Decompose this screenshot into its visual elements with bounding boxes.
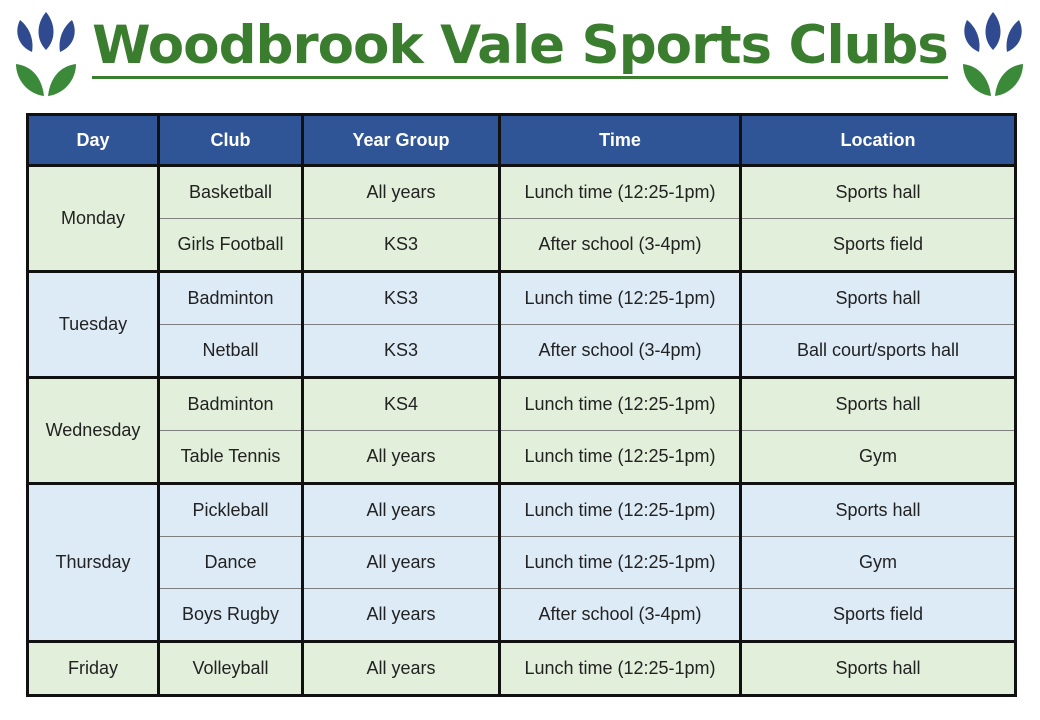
time-cell: Lunch time (12:25-1pm) bbox=[500, 272, 741, 325]
table-row bbox=[28, 219, 1016, 272]
club-cell: Girls Football bbox=[159, 219, 303, 272]
location-cell: Sports hall bbox=[741, 378, 1016, 431]
header-club: Club bbox=[159, 115, 303, 166]
location-cell: Gym bbox=[741, 537, 1016, 589]
club-cell: Table Tennis bbox=[159, 431, 303, 484]
table-row bbox=[28, 431, 1016, 484]
year-group-cell: All years bbox=[303, 642, 500, 696]
table-row bbox=[28, 272, 1016, 325]
year-group-cell: All years bbox=[303, 484, 500, 537]
table-row bbox=[28, 166, 1016, 219]
header-time: Time bbox=[500, 115, 741, 166]
header-day: Day bbox=[28, 115, 159, 166]
year-group-cell: All years bbox=[303, 537, 500, 589]
location-cell: Sports hall bbox=[741, 272, 1016, 325]
time-cell: Lunch time (12:25-1pm) bbox=[500, 378, 741, 431]
year-group-cell: All years bbox=[303, 166, 500, 219]
club-cell: Dance bbox=[159, 537, 303, 589]
club-cell: Netball bbox=[159, 325, 303, 378]
day-cell: Friday bbox=[28, 642, 159, 696]
club-cell: Pickleball bbox=[159, 484, 303, 537]
header-year-group: Year Group bbox=[303, 115, 500, 166]
location-cell: Sports field bbox=[741, 589, 1016, 642]
table-row bbox=[28, 642, 1016, 696]
time-cell: Lunch time (12:25-1pm) bbox=[500, 537, 741, 589]
table-header-row bbox=[28, 115, 1016, 166]
table-row bbox=[28, 378, 1016, 431]
time-cell: Lunch time (12:25-1pm) bbox=[500, 484, 741, 537]
day-cell: Thursday bbox=[28, 484, 159, 642]
year-group-cell: KS3 bbox=[303, 219, 500, 272]
time-cell: Lunch time (12:25-1pm) bbox=[500, 642, 741, 696]
location-cell: Sports hall bbox=[741, 642, 1016, 696]
table-row bbox=[28, 589, 1016, 642]
club-cell: Badminton bbox=[159, 272, 303, 325]
table-row bbox=[28, 537, 1016, 589]
club-cell: Badminton bbox=[159, 378, 303, 431]
location-cell: Gym bbox=[741, 431, 1016, 484]
table-row bbox=[28, 325, 1016, 378]
year-group-cell: All years bbox=[303, 589, 500, 642]
table-row bbox=[28, 484, 1016, 537]
club-cell: Basketball bbox=[159, 166, 303, 219]
table-body bbox=[28, 166, 1016, 696]
sports-clubs-table bbox=[26, 113, 1017, 697]
time-cell: After school (3-4pm) bbox=[500, 589, 741, 642]
location-cell: Ball court/sports hall bbox=[741, 325, 1016, 378]
header-location: Location bbox=[741, 115, 1016, 166]
year-group-cell: KS3 bbox=[303, 272, 500, 325]
time-cell: After school (3-4pm) bbox=[500, 325, 741, 378]
day-cell: Tuesday bbox=[28, 272, 159, 378]
page-title-text: Woodbrook Vale Sports Clubs bbox=[92, 15, 948, 79]
year-group-cell: KS3 bbox=[303, 325, 500, 378]
time-cell: After school (3-4pm) bbox=[500, 219, 741, 272]
year-group-cell: KS4 bbox=[303, 378, 500, 431]
time-cell: Lunch time (12:25-1pm) bbox=[500, 166, 741, 219]
day-cell: Monday bbox=[28, 166, 159, 272]
page-title bbox=[0, 10, 1040, 82]
location-cell: Sports hall bbox=[741, 166, 1016, 219]
time-cell: Lunch time (12:25-1pm) bbox=[500, 431, 741, 484]
club-cell: Boys Rugby bbox=[159, 589, 303, 642]
location-cell: Sports field bbox=[741, 219, 1016, 272]
year-group-cell: All years bbox=[303, 431, 500, 484]
location-cell: Sports hall bbox=[741, 484, 1016, 537]
club-cell: Volleyball bbox=[159, 642, 303, 696]
day-cell: Wednesday bbox=[28, 378, 159, 484]
